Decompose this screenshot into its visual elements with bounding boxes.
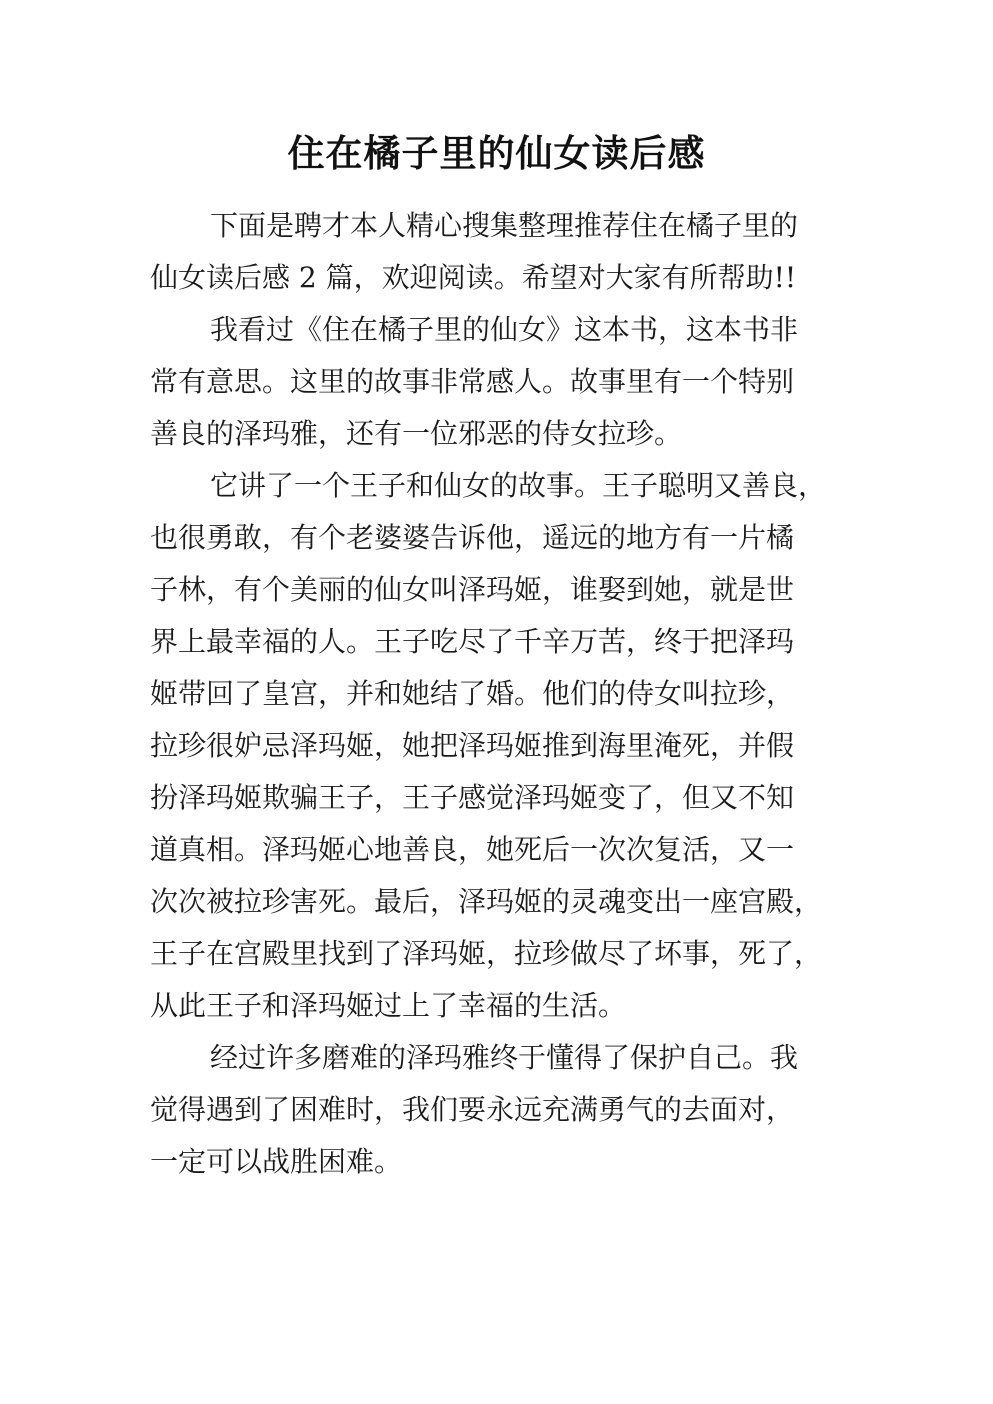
- paragraph-3-line-5: 姬带回了皇宫，并和她结了婚。他们的侍女叫拉珍，: [150, 677, 795, 710]
- paragraph-3-line-8: 道真相。泽玛姬心地善良，她死后一次次复活，又一: [150, 833, 795, 866]
- paragraph-4-line-3: 一定可以战胜困难。: [150, 1145, 403, 1178]
- paragraph-3-line-2: 也很勇敢，有个老婆婆告诉他，遥远的地方有一片橘: [150, 521, 795, 554]
- paragraph-3-line-3: 子林，有个美丽的仙女叫泽玛姬，谁娶到她，就是世: [150, 573, 795, 606]
- paragraph-3-line-9: 次次被拉珍害死。最后，泽玛姬的灵魂变出一座宫殿，: [150, 885, 823, 918]
- paragraph-3-line-11: 从此王子和泽玛姬过上了幸福的生活。: [150, 989, 627, 1022]
- paragraph-2-line-1: 我看过《住在橘子里的仙女》这本书，这本书非: [210, 313, 799, 346]
- paragraph-4-line-2: 觉得遇到了困难时，我们要永远充满勇气的去面对，: [150, 1093, 795, 1126]
- paragraph-3-line-1: 它讲了一个王子和仙女的故事。王子聪明又善良，: [210, 469, 827, 502]
- paragraph-2-line-3: 善良的泽玛雅，还有一位邪恶的侍女拉珍。: [150, 417, 683, 450]
- paragraph-3-line-4: 界上最幸福的人。王子吃尽了千辛万苦，终于把泽玛: [150, 625, 795, 658]
- paragraph-1-line-1: 下面是聘才本人精心搜集整理推荐住在橘子里的: [210, 209, 799, 242]
- paragraph-1-line-2: 仙女读后感 2 篇，欢迎阅读。希望对大家有所帮助!!: [150, 261, 797, 294]
- paragraph-3-line-10: 王子在宫殿里找到了泽玛姬，拉珍做尽了坏事，死了，: [150, 937, 823, 970]
- paragraph-3-line-7: 扮泽玛姬欺骗王子，王子感觉泽玛姬变了，但又不知: [150, 781, 795, 814]
- document-body: [150, 200, 850, 1188]
- paragraph-3-line-6: 拉珍很妒忌泽玛姬，她把泽玛姬推到海里淹死，并假: [150, 729, 795, 762]
- paragraph-2-line-2: 常有意思。这里的故事非常感人。故事里有一个特别: [150, 365, 795, 398]
- paragraph-4-line-1: 经过许多磨难的泽玛雅终于懂得了保护自己。我: [210, 1041, 799, 1074]
- document-title: 住在橘子里的仙女读后感: [287, 132, 706, 175]
